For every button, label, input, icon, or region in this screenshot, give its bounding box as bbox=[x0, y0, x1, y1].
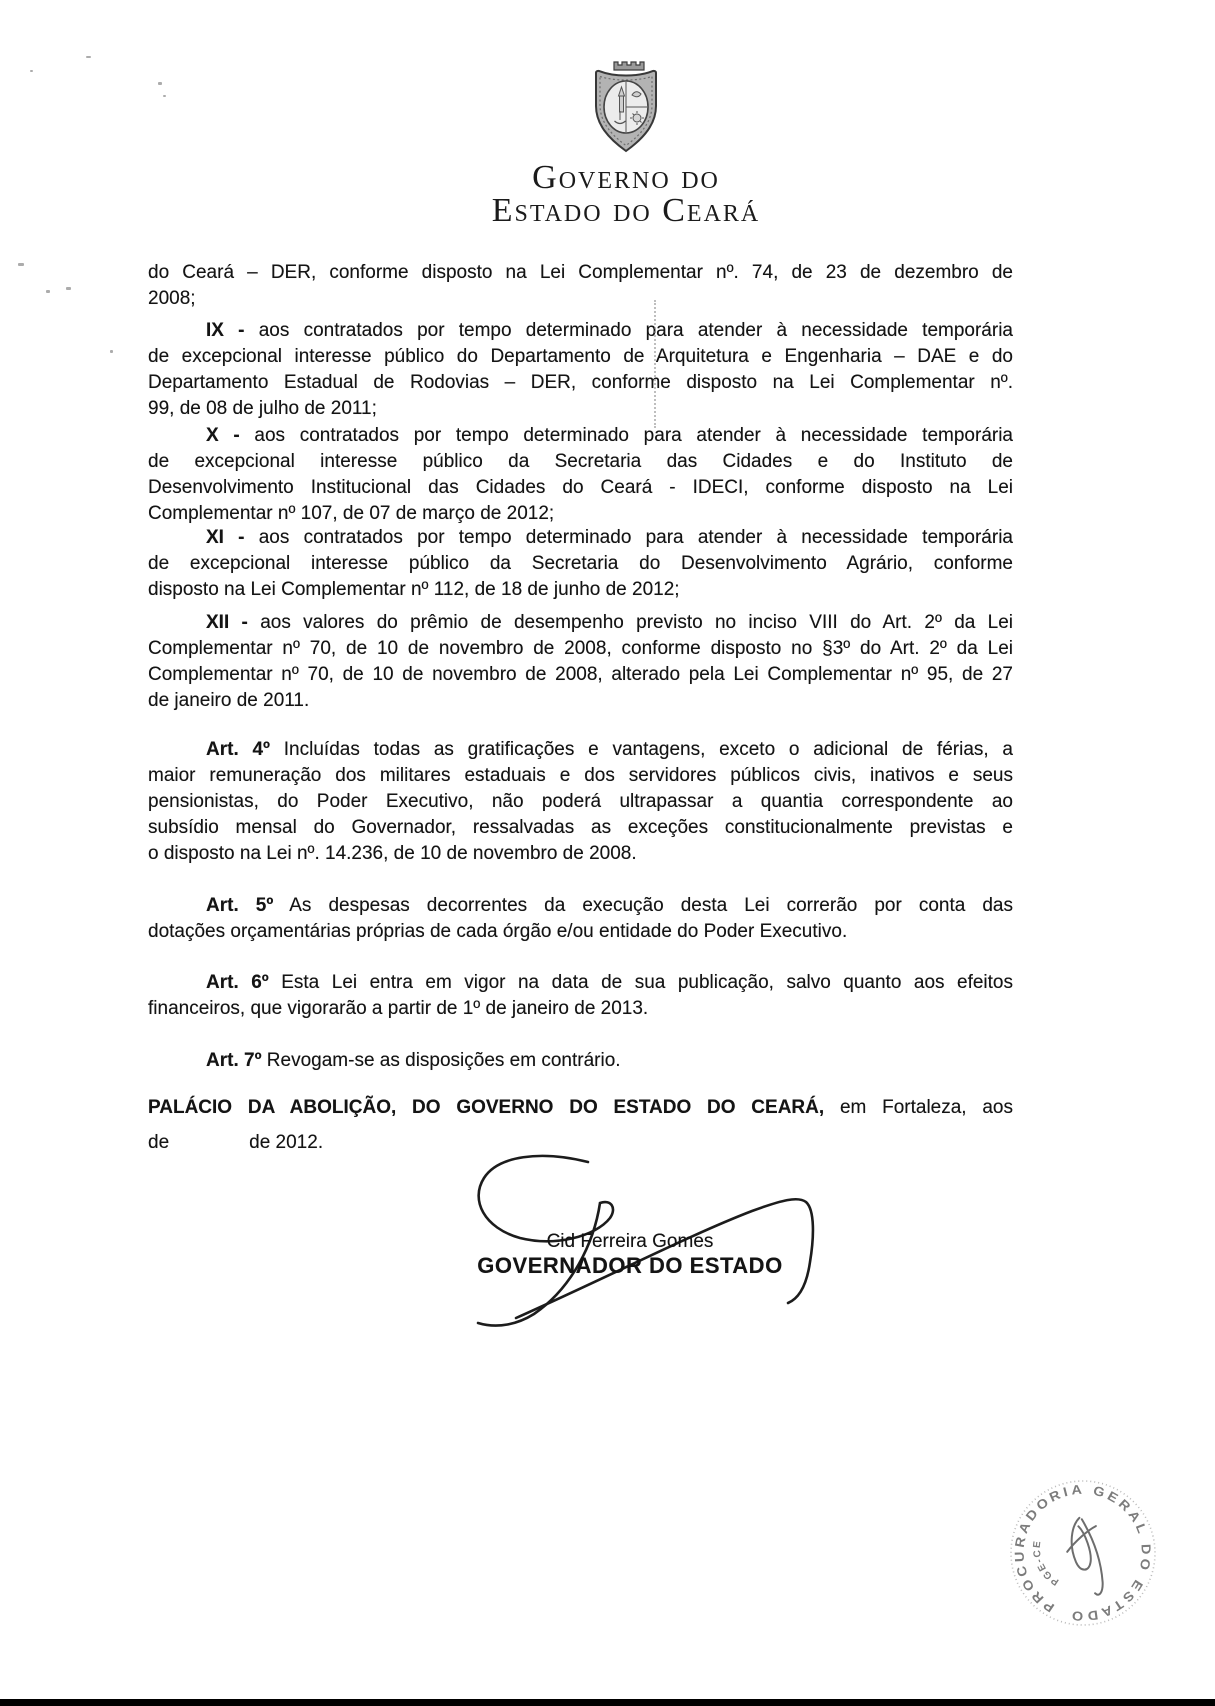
line-text: aos contratados por tempo determinado para atender à necessidade temporária bbox=[258, 527, 1013, 548]
paragraph-lead: XII - bbox=[206, 612, 248, 633]
signer-title: GOVERNADOR DO ESTADO bbox=[477, 1253, 783, 1278]
text-line: subsídio mensal do Governador, ressalvadas as exceções constitucionalmente previstas e bbox=[148, 817, 1013, 838]
scan-noise bbox=[66, 287, 71, 290]
scan-noise bbox=[18, 263, 24, 266]
scan-noise bbox=[46, 290, 50, 293]
text-line: de excepcional interesse público do Departamento de Arquitetura e Engenharia – DAE e do bbox=[148, 346, 1013, 367]
scan-fold-artifact bbox=[654, 300, 656, 428]
paragraph-lead: IX - bbox=[206, 320, 245, 341]
closing-day-prefix: de bbox=[148, 1132, 170, 1153]
text-line: de excepcional interesse público da Secretaria das Cidades e do Instituto de bbox=[148, 451, 1013, 472]
closing-paragraph bbox=[148, 1095, 1013, 1121]
text-line bbox=[148, 970, 1013, 996]
text-line: Desenvolvimento Institucional das Cidades do Ceará - IDECI, conforme disposto na Lei bbox=[148, 477, 1013, 498]
closing-lead: PALÁCIO DA ABOLIÇÃO, DO GOVERNO DO ESTADO DO CEARÁ, bbox=[148, 1097, 825, 1118]
text-line bbox=[148, 318, 1013, 344]
line-text: Incluídas todas as gratificações e vantagens, exceto o adicional de férias, a bbox=[283, 739, 1013, 760]
line-text: aos contratados por tempo determinado para atender à necessidade temporária bbox=[254, 425, 1013, 446]
text-line bbox=[148, 1048, 1013, 1074]
text-line bbox=[148, 893, 1013, 919]
stamp-monogram bbox=[1060, 1514, 1112, 1599]
paragraph bbox=[148, 423, 1013, 527]
paragraph-lead: Art. 5º bbox=[206, 895, 274, 916]
text-line: pensionistas, do Poder Executivo, não poderá ultrapassar a quantia correspondente ao bbox=[148, 791, 1013, 812]
line-text: Revogam-se as disposições em contrário. bbox=[266, 1050, 621, 1071]
paragraph-lead: XI - bbox=[206, 527, 245, 548]
text-line: Complementar nº 70, de 10 de novembro de 2008, alterado pela Lei Complementar nº 95, de 27 bbox=[148, 664, 1013, 685]
text-line bbox=[148, 423, 1013, 449]
text-line: do Ceará – DER, conforme disposto na Lei Complementar nº. 74, de 23 de dezembro de bbox=[148, 262, 1013, 283]
paragraph bbox=[148, 893, 1013, 945]
paragraph bbox=[148, 737, 1013, 867]
text-line: de janeiro de 2011. bbox=[148, 690, 310, 711]
paragraph bbox=[148, 1048, 1013, 1074]
paragraph bbox=[148, 318, 1013, 422]
org-name-line1: Governo do bbox=[532, 159, 720, 196]
letterhead bbox=[0, 58, 1215, 227]
line-text: As despesas decorrentes da execução desta Lei correrão por conta das bbox=[289, 895, 1013, 916]
scan-noise bbox=[163, 95, 166, 97]
text-line: o disposto na Lei nº. 14.236, de 10 de novembro de 2008. bbox=[148, 843, 637, 864]
text-line: maior remuneração dos militares estaduais e dos servidores públicos civis, inativos e seus bbox=[148, 765, 1013, 786]
text-line bbox=[148, 610, 1013, 636]
text-line: de excepcional interesse público da Secretaria do Desenvolvimento Agrário, conforme bbox=[148, 553, 1013, 574]
paragraph bbox=[148, 260, 1013, 312]
signer-name: Cid Ferreira Gomes bbox=[546, 1231, 714, 1252]
scan-edge-artifact bbox=[0, 1699, 1215, 1706]
paragraph bbox=[148, 525, 1013, 603]
text-line: 99, de 08 de julho de 2011; bbox=[148, 398, 377, 419]
text-line: financeiros, que vigorarão a partir de 1º de janeiro de 2013. bbox=[148, 998, 649, 1019]
pge-round-stamp bbox=[998, 1468, 1168, 1638]
text-line: disposto na Lei Complementar nº 112, de 18 de junho de 2012; bbox=[148, 579, 680, 600]
text-line: Departamento Estadual de Rodovias – DER, conforme disposto na Lei Complementar nº. bbox=[148, 372, 1013, 393]
closing-year-suffix: de 2012. bbox=[249, 1132, 324, 1153]
org-name-line2: Estado do Ceará bbox=[491, 192, 761, 229]
line-text: aos valores do prêmio de desempenho previsto no inciso VIII do Art. 2º da Lei bbox=[260, 612, 1013, 633]
text-line bbox=[148, 525, 1013, 551]
text-line bbox=[148, 737, 1013, 763]
text-line: 2008; bbox=[148, 288, 196, 309]
paragraph-lead: Art. 4º bbox=[206, 739, 270, 760]
ceara-coat-of-arms-icon bbox=[587, 58, 665, 156]
stamp-abbr-text: PGE-CE bbox=[1031, 1539, 1062, 1588]
text-line: dotações orçamentárias próprias de cada órgão e/ou entidade do Poder Executivo. bbox=[148, 921, 848, 942]
line-text: aos contratados por tempo determinado para atender à necessidade temporária bbox=[258, 320, 1013, 341]
paragraph bbox=[148, 970, 1013, 1022]
closing-rest: em Fortaleza, aos bbox=[839, 1097, 1013, 1118]
paragraph-lead: X - bbox=[206, 425, 240, 446]
text-line: Complementar nº 70, de 10 de novembro de 2008, conforme disposto no §3º do Art. 2º da Lei bbox=[148, 638, 1013, 659]
paragraph-lead: Art. 6º bbox=[206, 972, 269, 993]
scan-noise bbox=[110, 350, 113, 353]
paragraph bbox=[148, 610, 1013, 714]
scan-noise bbox=[30, 70, 33, 72]
line-text: Esta Lei entra em vigor na data de sua publicação, salvo quanto aos efeitos bbox=[281, 972, 1014, 993]
text-line: Complementar nº 107, de 07 de março de 2012; bbox=[148, 503, 555, 524]
scan-noise bbox=[158, 82, 162, 85]
closing-line-1 bbox=[148, 1095, 1013, 1121]
stamp-ring-text: PROCURADORIA GERAL DO ESTADO bbox=[1011, 1481, 1154, 1625]
paragraph-lead: Art. 7º bbox=[206, 1050, 262, 1071]
scan-noise bbox=[86, 56, 91, 58]
